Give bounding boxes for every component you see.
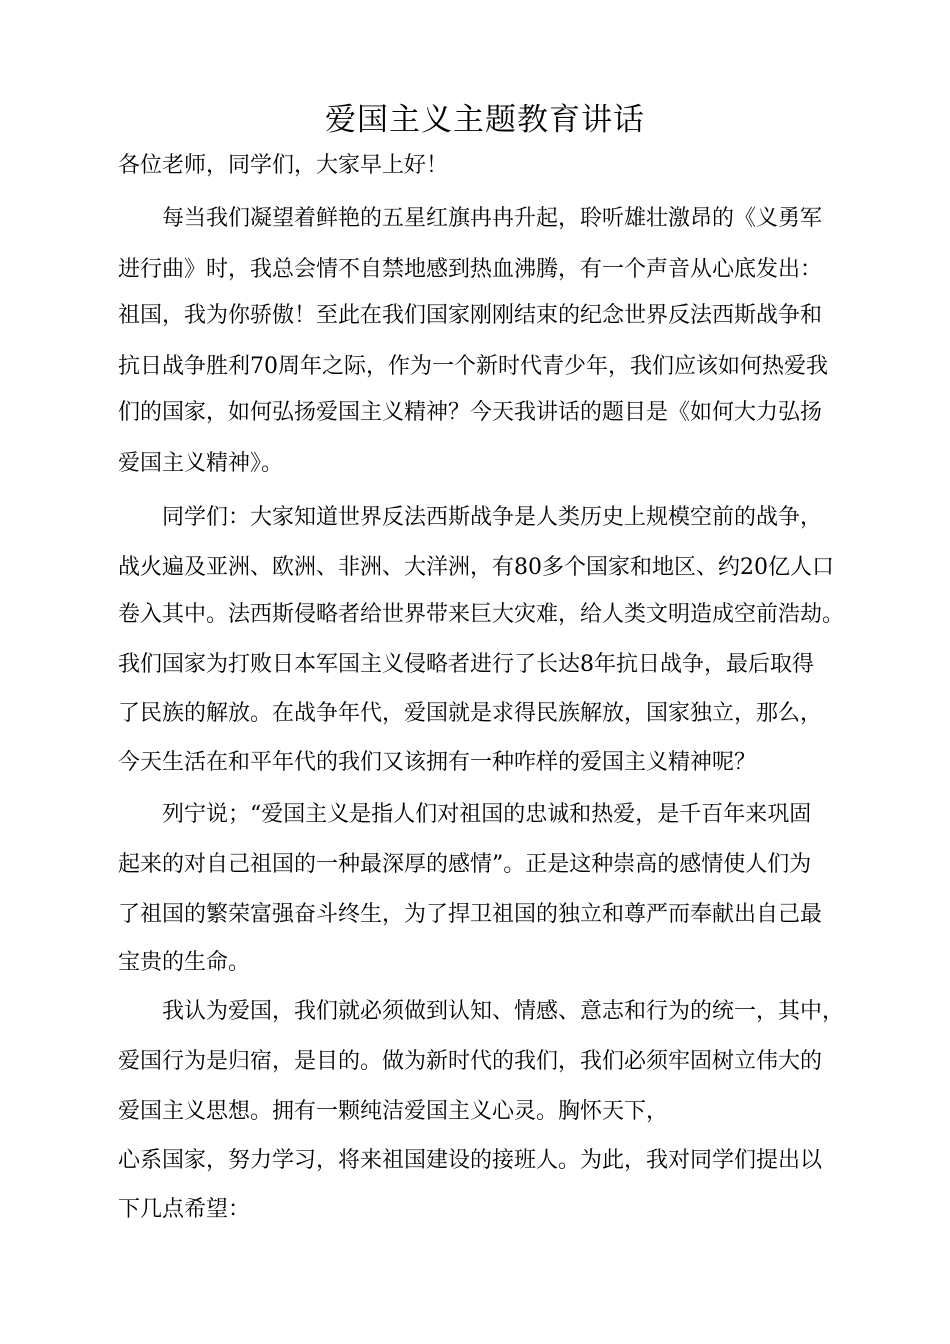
paragraph-line: 了民族的解放。在战争年代，爱国就是求得民族解放，国家独立，那么， xyxy=(118,701,823,726)
paragraph-line: 心系国家，努力学习，将来祖国建设的接班人。为此，我对同学们提出以 xyxy=(118,1148,823,1173)
paragraph-line: 祖国，我为你骄傲！至此在我们国家刚刚结束的纪念世界反法西斯战争和 xyxy=(118,303,823,328)
paragraph-line: 我们国家为打败日本军国主义侵略者进行了长达8年抗日战争，最后取得 xyxy=(118,652,814,677)
paragraph-line: 战火遍及亚洲、欧洲、非洲、大洋洲，有80多个国家和地区、约20亿人口 xyxy=(118,555,834,580)
paragraph-line: 了祖国的繁荣富强奋斗终生，为了捍卫祖国的独立和尊严而奉献出自己最 xyxy=(118,902,823,927)
paragraph-line: 下几点希望： xyxy=(118,1197,251,1222)
paragraph-line: 爱国主义思想。拥有一颗纯洁爱国主义心灵。胸怀天下， xyxy=(118,1099,669,1124)
paragraph-line: 进行曲》时，我总会情不自禁地感到热血沸腾，有一个声音从心底发出： xyxy=(118,257,823,282)
paragraph-line: 抗日战争胜利70周年之际，作为一个新时代青少年，我们应该如何热爱我 xyxy=(118,354,828,379)
paragraph-line: 各位老师，同学们，大家早上好！ xyxy=(118,153,449,178)
paragraph-line: 今天生活在和平年代的我们又该拥有一种咋样的爱国主义精神呢？ xyxy=(118,750,757,775)
paragraph-line: 们的国家，如何弘扬爱国主义精神？今天我讲话的题目是《如何大力弘扬 xyxy=(118,400,823,425)
paragraph-line: 同学们：大家知道世界反法西斯战争是人类历史上规模空前的战争， xyxy=(118,505,823,530)
paragraph-line: 宝贵的生命。 xyxy=(118,950,251,975)
paragraph-line: 爱国主义精神》。 xyxy=(118,451,284,476)
paragraph-line: 列宁说；“爱国主义是指人们对祖国的忠诚和热爱，是千百年来巩固 xyxy=(118,802,812,827)
paragraph-line: 爱国行为是归宿，是目的。做为新时代的我们，我们必须牢固树立伟大的 xyxy=(118,1049,823,1074)
paragraph-line: 每当我们凝望着鲜艳的五星红旗冉冉升起，聆听雄壮激昂的《义勇军 xyxy=(118,206,823,231)
paragraph-line: 我认为爱国，我们就必须做到认知、情感、意志和行为的统一，其中， xyxy=(118,999,845,1024)
paragraph-line: 卷入其中。法西斯侵略者给世界带来巨大灾难，给人类文明造成空前浩劫。 xyxy=(118,602,845,627)
paragraph-line: 起来的对自己祖国的一种最深厚的感情”。正是这种崇高的感情使人们为 xyxy=(118,852,812,877)
document-title: 爱国主义主题教育讲话 xyxy=(325,102,645,138)
